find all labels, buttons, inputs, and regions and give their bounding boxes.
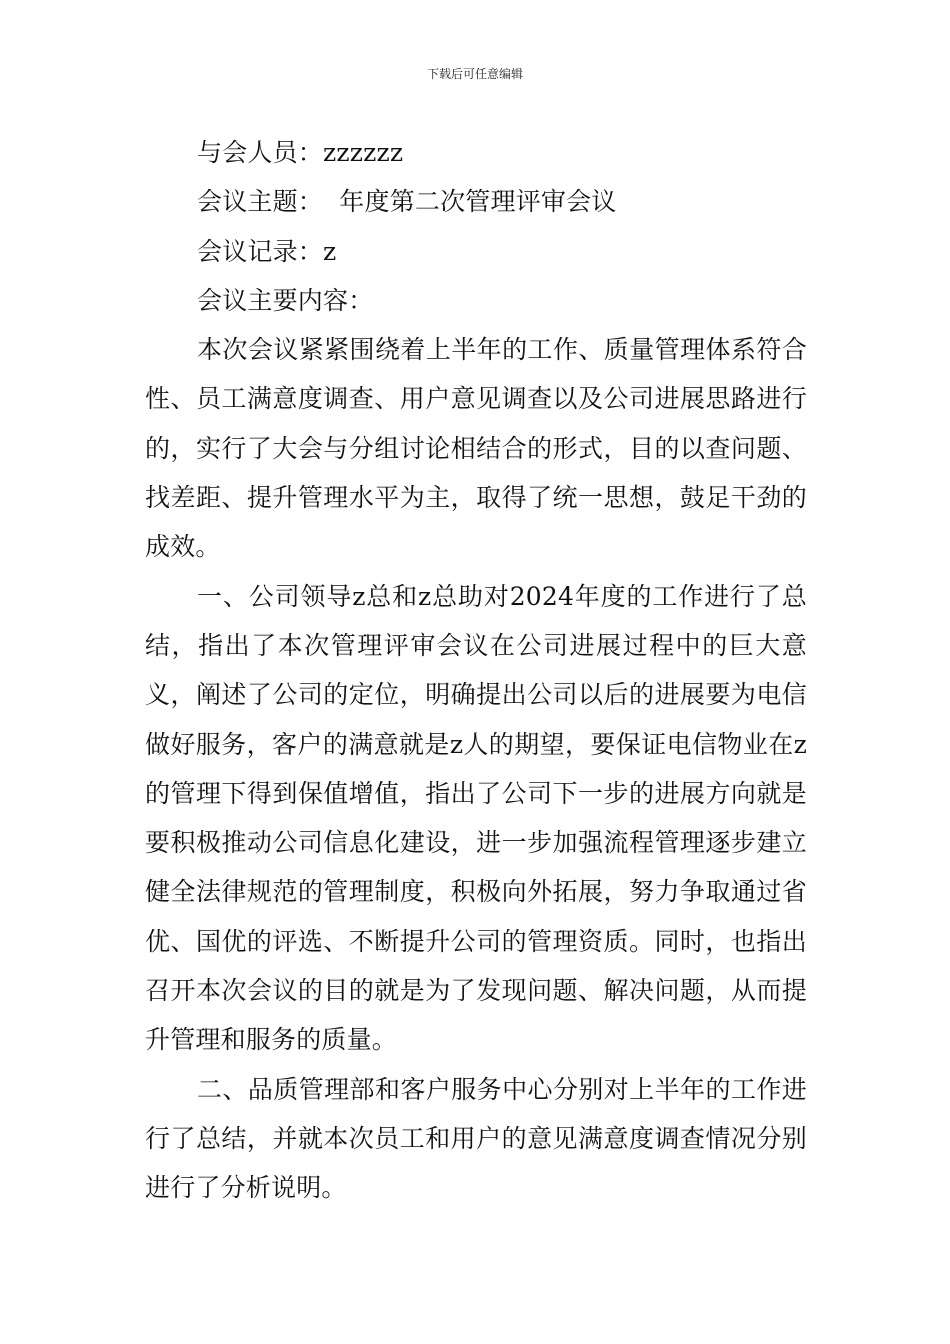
paragraph: 本次会议紧紧围绕着上半年的工作、质量管理体系符合性、员工满意度调查、用户意见调查以及公司进展思路进行的，实行了大会与分组讨论相结合的形式，目的以查问题、找差距、提升管理水平为主，取得了统一思想，鼓足干劲的成效。 xyxy=(145,335,807,562)
document-body xyxy=(145,128,807,1213)
page-header: 下载后可任意编辑 xyxy=(426,67,523,81)
topic-line: 会议主题： 年度第二次管理评审会议 xyxy=(197,187,617,217)
recorder-line: 会议记录：z xyxy=(197,236,337,266)
main-content-label: 会议主要内容： xyxy=(197,285,374,315)
paragraph: 一、公司领导z总和z总助对2024年度的工作进行了总结，指出了本次管理评审会议在公司进展过程中的巨大意义，阐述了公司的定位，明确提出公司以后的进展要为电信做好服务，客户的满意就是z人的期望，要保证电信物业在z的管理下得到保值增值，指出了公司下一步的进展方向就是要积极推动公司信息化建设，进一步加强流程管理逐步建立健全法律规范的管理制度，积极向外拓展，努力争取通过省优、国优的评选、不断提升公司的管理资质。同时，也指出召开本次会议的目的就是为了发现问题、解决问题，从而提升管理和服务的质量。 xyxy=(145,581,807,1055)
paragraph: 二、品质管理部和客户服务中心分别对上半年的工作进行了总结，并就本次员工和用户的意见满意度调查情况分别进行了分析说明。 xyxy=(145,1074,807,1203)
attendees-line: 与会人员：zzzzzz xyxy=(197,138,404,167)
